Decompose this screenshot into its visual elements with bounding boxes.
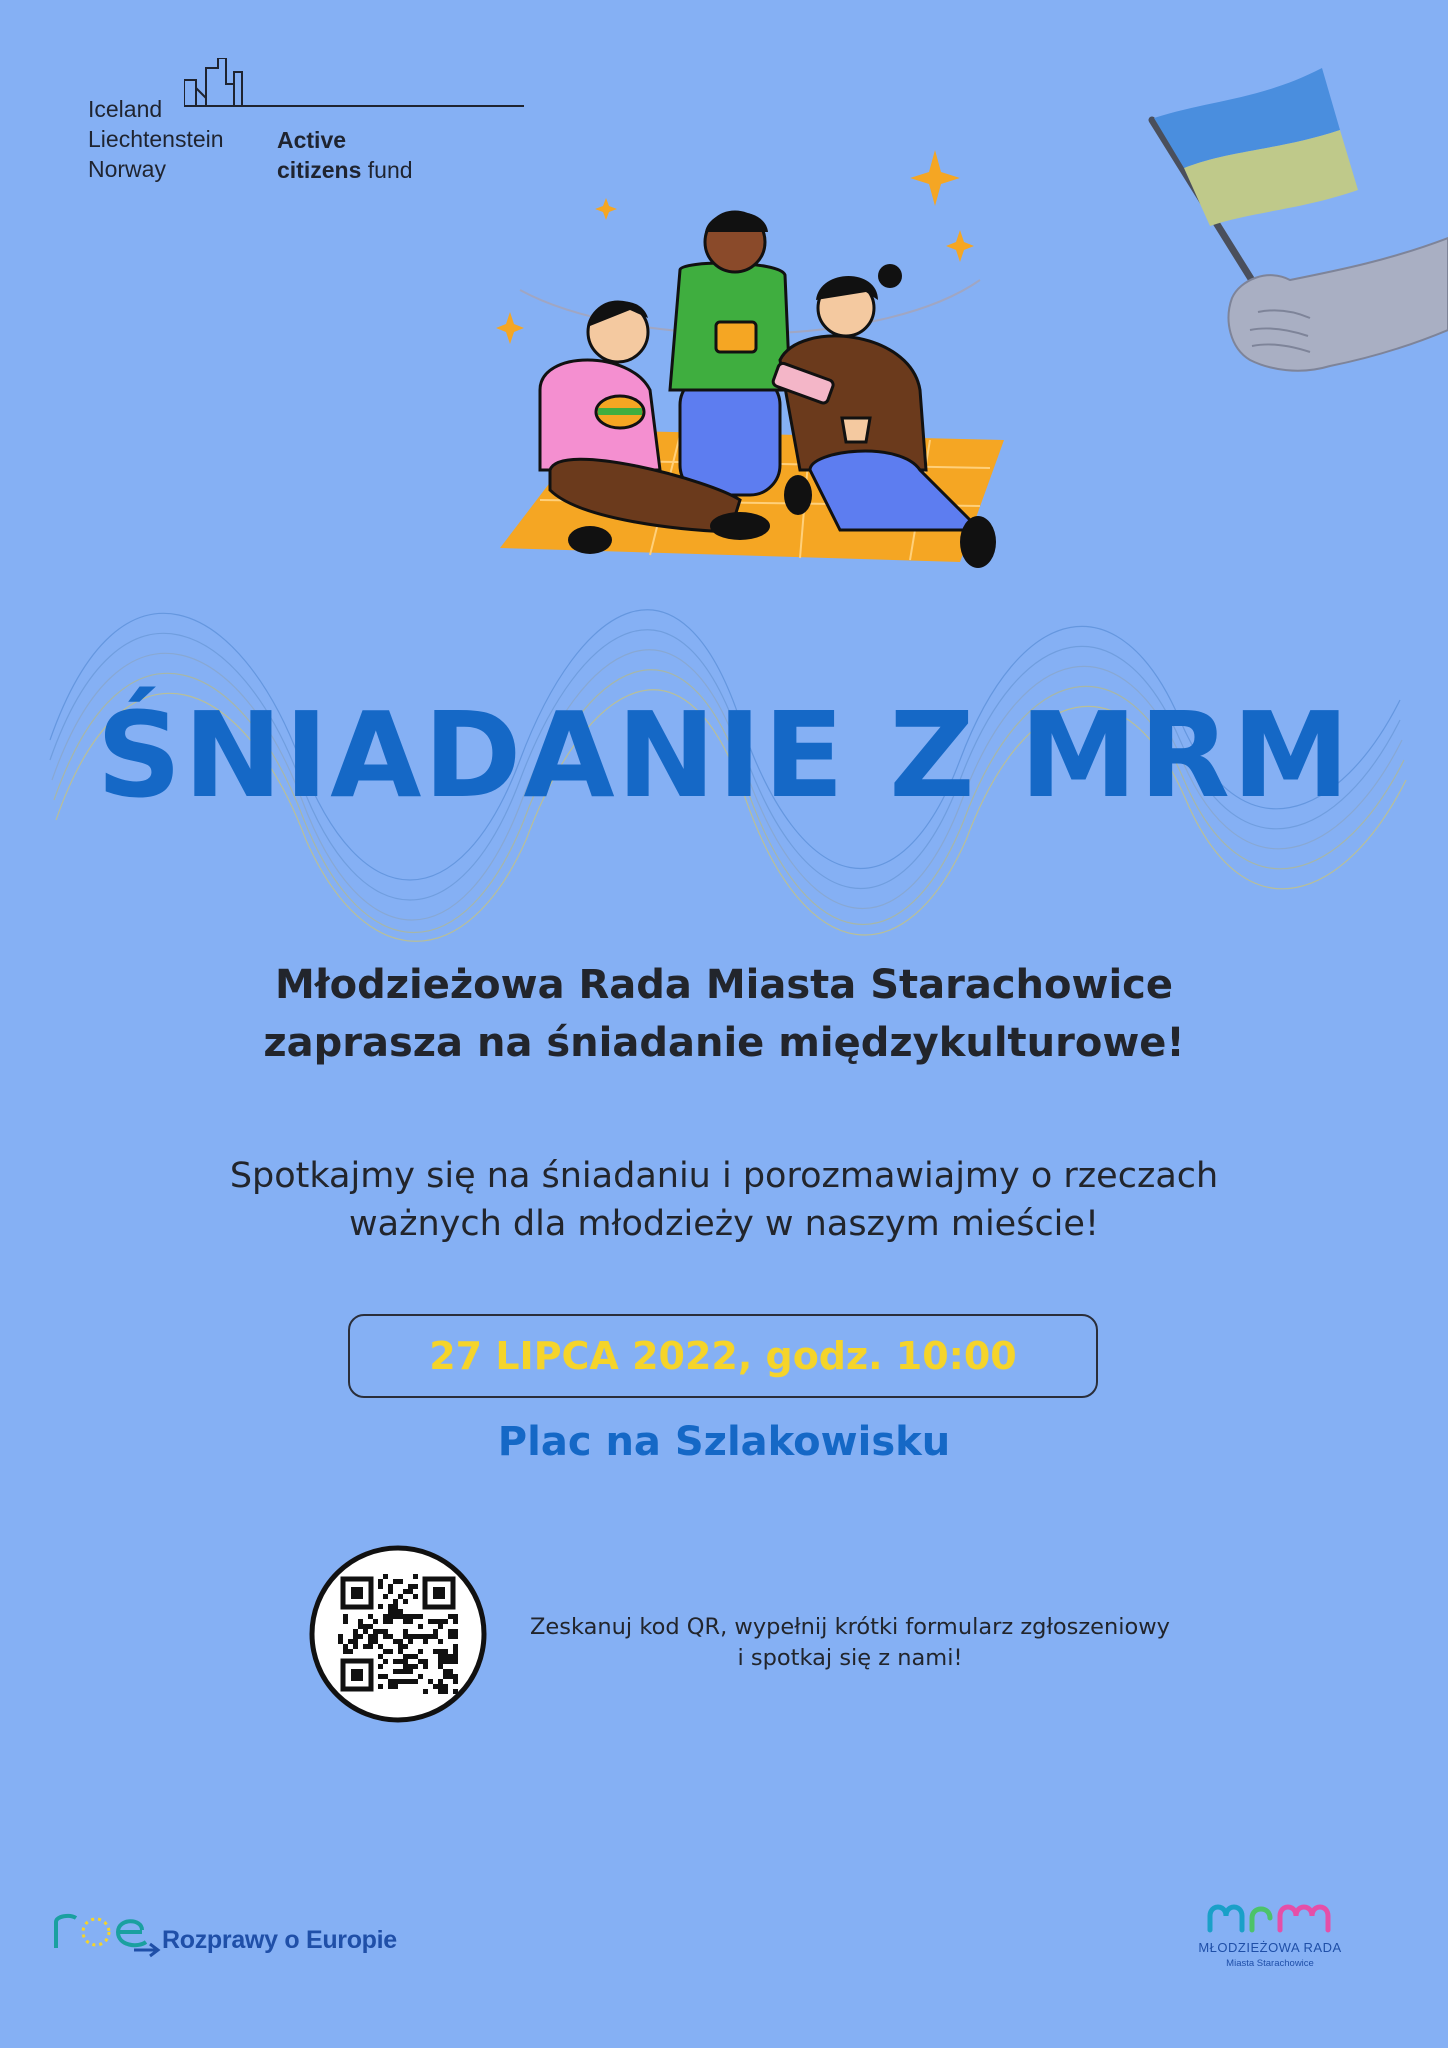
mrm-city: Miasta Starachowice <box>1226 1958 1314 1969</box>
funder-skyline-icon <box>184 58 524 108</box>
invite-line-2: ważnych dla młodzieży w naszym mieście! <box>349 1204 1099 1244</box>
fund-citizens: citizens <box>277 157 362 183</box>
page-title: ŚNIADANIE Z MRM <box>96 686 1352 824</box>
event-date-time: 27 LIPCA 2022, godz. 10:00 <box>429 1334 1017 1378</box>
mrm-logo <box>1180 1896 1360 1976</box>
event-location: Plac na Szlakowisku <box>497 1419 951 1465</box>
mrm-mark-icon <box>1180 1896 1360 1936</box>
subtitle-line-1: Młodzieżowa Rada Miasta Starachowice <box>274 962 1174 1008</box>
roe-name: Rozprawy o Europie <box>162 1926 397 1954</box>
ukraine-flag-hand-icon <box>1140 30 1448 390</box>
roe-mark-icon <box>50 1902 162 1962</box>
country-iceland: Iceland <box>88 96 163 122</box>
fund-word: fund <box>367 157 413 183</box>
sparkle-icon <box>910 150 960 206</box>
qr-code[interactable] <box>308 1544 488 1724</box>
funder-logo <box>88 58 438 188</box>
fund-active: Active <box>277 127 347 153</box>
qr-instructions <box>500 1612 1200 1674</box>
invite-line-1: Spotkajmy się na śniadaniu i porozmawiajmy o rzeczach <box>229 1156 1219 1196</box>
breakfast-people-illustration <box>480 150 1020 580</box>
roe-logo <box>50 1902 400 1962</box>
qr-line-2: i spotkaj się z nami! <box>737 1645 963 1671</box>
subtitle-line-2: zaprasza na śniadanie międzykulturowe! <box>263 1020 1185 1066</box>
mrm-name: MŁODZIEŻOWA RADA <box>1198 1940 1342 1955</box>
country-norway: Norway <box>88 156 166 182</box>
qr-line-1: Zeskanuj kod QR, wypełnij krótki formularz zgłoszeniowy <box>530 1614 1170 1640</box>
country-liechtenstein: Liechtenstein <box>88 126 224 152</box>
date-box <box>348 1314 1098 1398</box>
subtitle <box>0 956 1448 1072</box>
funder-countries <box>88 94 224 184</box>
funder-fund-name <box>277 125 413 185</box>
invite-text <box>0 1152 1448 1248</box>
